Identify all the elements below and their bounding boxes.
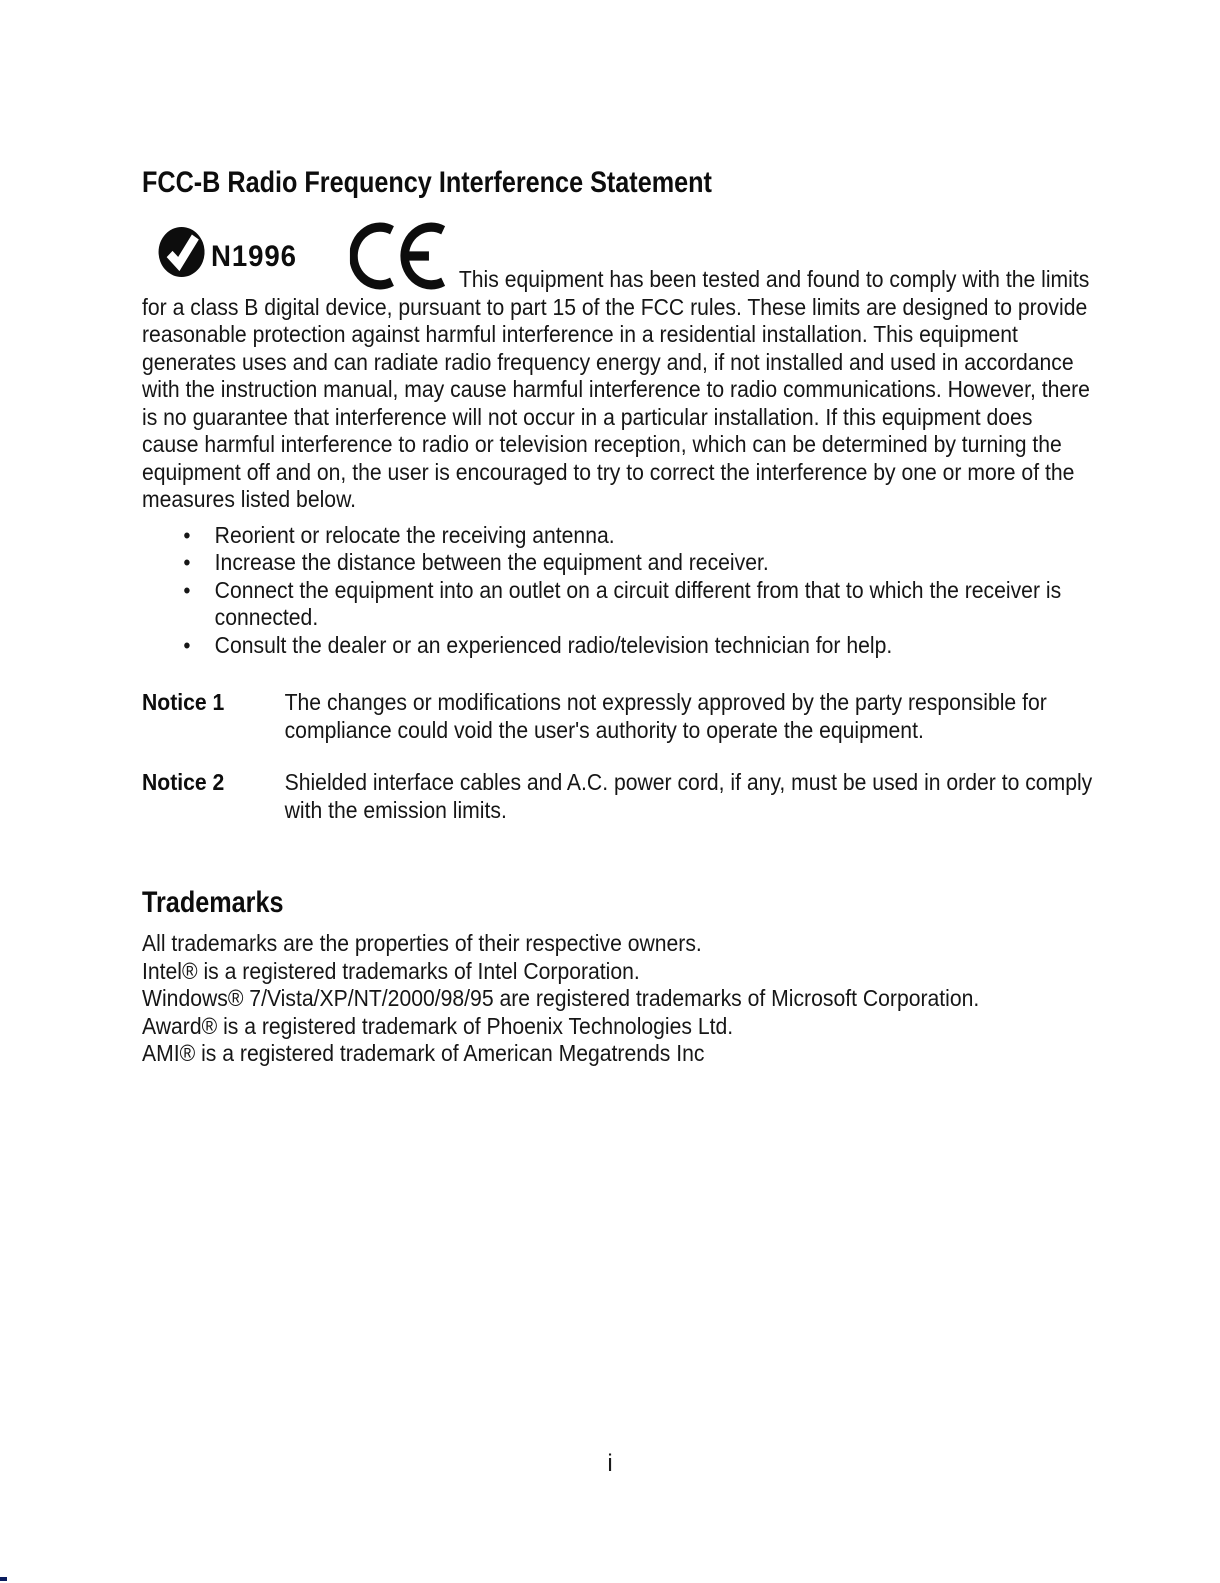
page-title: FCC-B Radio Frequency Interference Statement [142,166,712,199]
trademark-line: Award® is a registered trademark of Phoenix Technologies Ltd. [142,1012,734,1039]
notice-1-label: Notice 1 [142,689,225,715]
list-item: • Connect the equipment into an outlet on a circuit different from that to which the receiver is connected. [183,576,1062,630]
fcc-intro-text: This equipment has been tested and found to comply with the limits for a class B digital device, pursuant to part 15 of the FCC rules. These limits are designed to provide reasonable protection against harmful interference in a residential installation. This equipment generates uses and can radiate radio frequency energy and, if not installed and used in accordance with the instruction manual, may cause harmful interference to radio communications. However, there is no guarantee that interference will not occur in a particular installation. If this equipment does cause harmful interference to radio or television reception, which can be determined by turning the equipment off and on, the user is encouraged to try to correct the interference by one or more of the measures listed below. [142,266,1090,512]
document-page [142,166,1102,1068]
list-item: • Increase the distance between the equipment and receiver. [183,549,769,575]
list-item: • Consult the dealer or an experienced radio/television technician for help. [183,631,893,658]
trademarks-section [142,930,1094,1068]
notice-2 [142,769,1094,824]
c-tick-number-label: N1996 [211,240,297,273]
trademark-line: Intel® is a registered trademarks of Intel Corporation. [142,957,640,984]
trademarks-heading: Trademarks [142,886,284,919]
notice-1-text: The changes or modifications not expressly approved by the party responsible for compliance could void the user's authority to operate the equipment. [284,689,1047,743]
notice-2-text: Shielded interface cables and A.C. power cord, if any, must be used in order to comply with the emission limits. [284,769,1093,823]
list-item: • Reorient or relocate the receiving antenna. [183,521,615,548]
bullet-icon: • [183,577,191,603]
bullet-icon: • [183,550,191,575]
bullet-icon: • [183,522,191,548]
c-tick-certification-icon [159,227,205,277]
scan-corner-artifact [0,1577,7,1581]
ce-certification-icon [350,222,451,290]
bullet-icon: • [183,632,191,658]
page-number: i [607,1450,613,1477]
corrective-measures-list [142,522,1094,660]
fcc-intro-paragraph [142,222,1094,514]
fcc-statement-section [142,222,1094,824]
trademark-line: Windows® 7/Vista/XP/NT/2000/98/95 are registered trademarks of Microsoft Corporation. [142,985,980,1011]
notice-2-label: Notice 2 [142,769,225,795]
trademark-line: All trademarks are the properties of their respective owners. [142,930,702,956]
trademark-line: AMI® is a registered trademark of American Megatrends Inc [142,1040,705,1066]
notice-1 [142,689,1094,744]
